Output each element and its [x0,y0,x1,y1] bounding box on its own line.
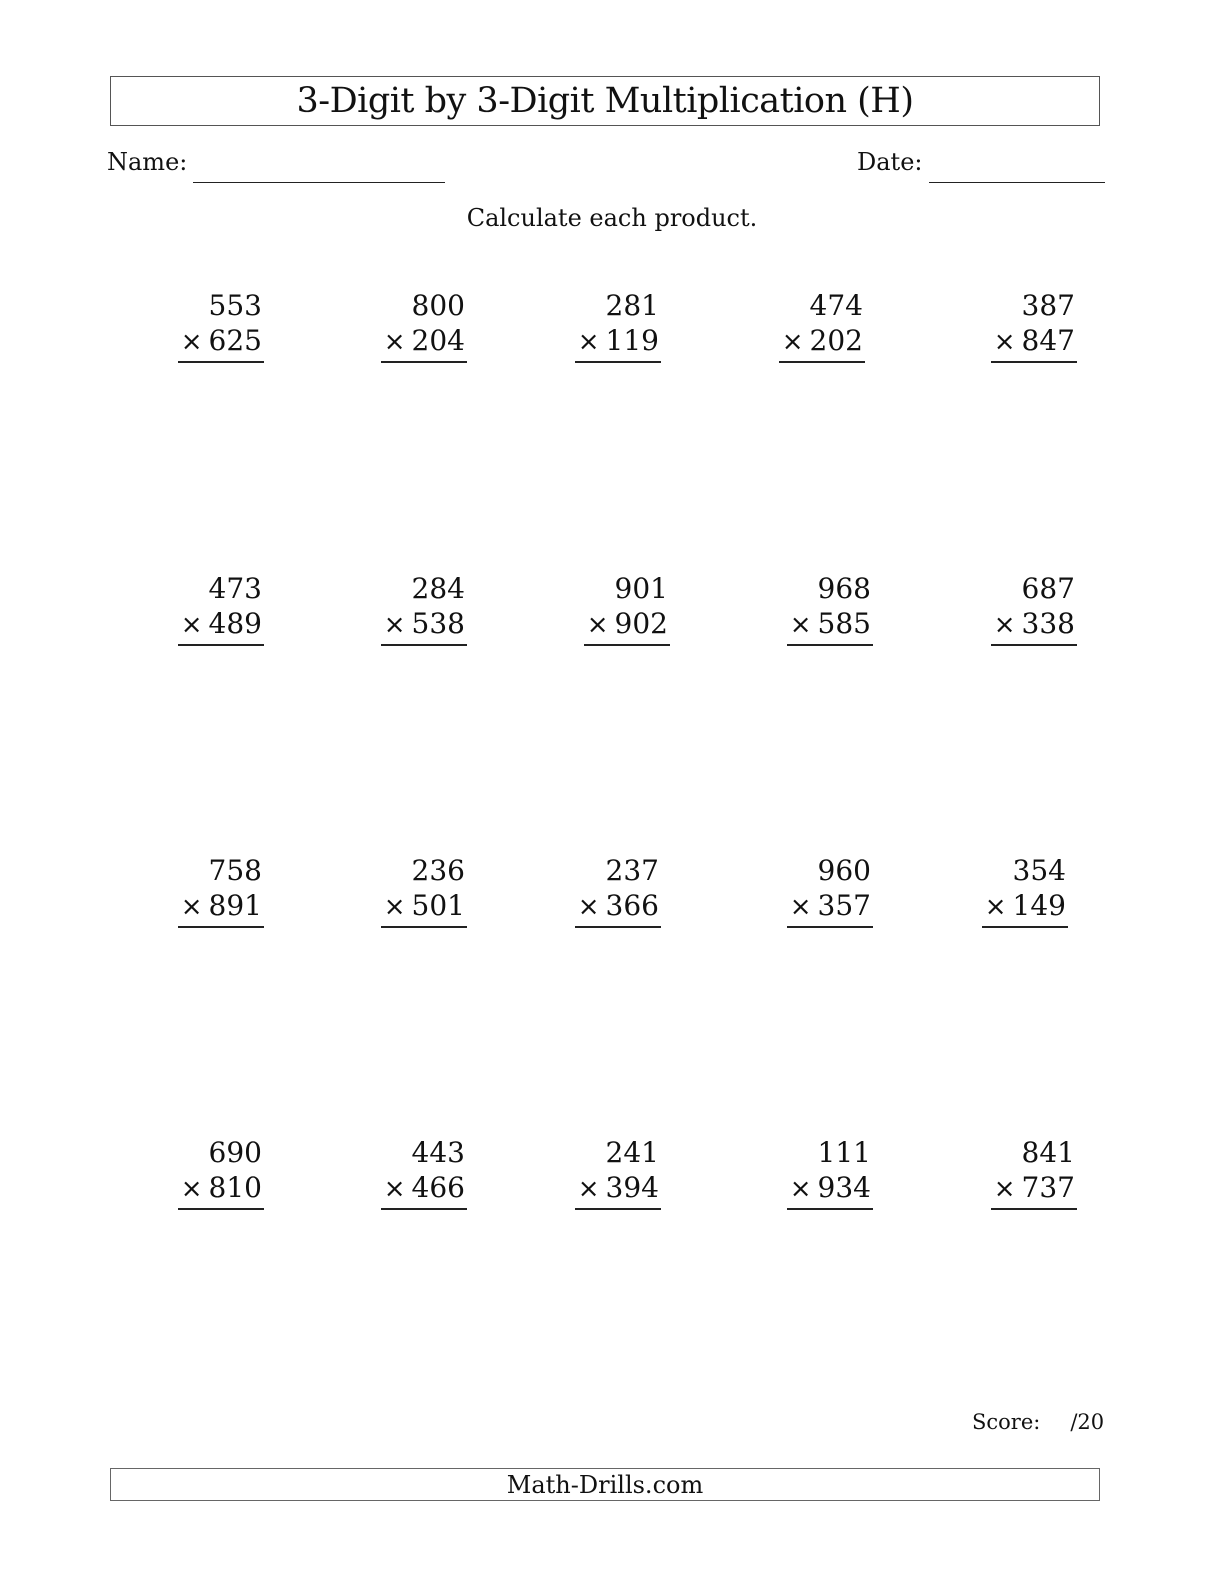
multiplicand: 387 [1021,289,1075,322]
multiplier: 149 [1012,889,1066,922]
multiplicand: 111 [817,1136,871,1169]
multiplicand: 237 [605,854,659,887]
times-icon: × [180,892,203,922]
date-field[interactable] [929,182,1105,183]
problem-7 [381,571,467,646]
multiplicand: 690 [208,1136,262,1169]
multiplier-row [584,606,670,646]
problem-2 [381,288,467,363]
multiplier: 810 [208,1171,262,1204]
times-icon: × [180,1174,203,1204]
multiplicand: 800 [411,289,465,322]
problem-12 [381,853,467,928]
problem-20 [991,1135,1077,1210]
multiplicand: 960 [817,854,871,887]
multiplier-row [991,323,1077,363]
times-icon: × [383,327,406,357]
multiplicand: 553 [208,289,262,322]
problem-19 [787,1135,873,1210]
multiplicand: 473 [208,572,262,605]
multiplicand: 841 [1021,1136,1075,1169]
multiplicand: 284 [411,572,465,605]
problem-8 [584,571,670,646]
problem-18 [575,1135,661,1210]
multiplier-row [779,323,865,363]
multiplier-row [178,606,264,646]
multiplier-row [787,888,873,928]
footer-text: Math-Drills.com [506,1470,704,1499]
times-icon: × [789,892,812,922]
multiplier-row [575,323,661,363]
times-icon: × [586,610,609,640]
instructions: Calculate each product. [466,204,758,232]
date-label: Date: [857,148,923,176]
multiplier-row [381,1170,467,1210]
times-icon: × [781,327,804,357]
multiplier-row [991,1170,1077,1210]
multiplicand: 968 [817,572,871,605]
multiplier: 204 [411,324,465,357]
name-label: Name: [107,148,188,176]
problem-10 [991,571,1077,646]
times-icon: × [577,1174,600,1204]
score-total: /20 [1070,1410,1105,1434]
name-field[interactable] [193,182,445,183]
problem-3 [575,288,661,363]
multiplier-row [178,323,264,363]
problem-4 [779,288,865,363]
times-icon: × [984,892,1007,922]
times-icon: × [577,892,600,922]
problem-5 [991,288,1077,363]
multiplier: 625 [208,324,262,357]
multiplicand: 443 [411,1136,465,1169]
times-icon: × [383,610,406,640]
times-icon: × [993,327,1016,357]
times-icon: × [789,610,812,640]
multiplier-row [575,888,661,928]
problem-6 [178,571,264,646]
score-label: Score: [972,1410,1041,1434]
multiplier: 466 [411,1171,465,1204]
problem-16 [178,1135,264,1210]
multiplier: 538 [411,607,465,640]
multiplier-row [178,888,264,928]
multiplier: 394 [605,1171,659,1204]
multiplier-row [787,1170,873,1210]
multiplicand: 901 [614,572,668,605]
multiplier: 934 [817,1171,871,1204]
problem-11 [178,853,264,928]
multiplicand: 354 [1012,854,1066,887]
problem-17 [381,1135,467,1210]
score [972,1410,1104,1434]
times-icon: × [993,1174,1016,1204]
multiplier: 501 [411,889,465,922]
times-icon: × [577,327,600,357]
multiplier-row [787,606,873,646]
multiplier: 338 [1021,607,1075,640]
multiplier: 489 [208,607,262,640]
multiplier: 737 [1021,1171,1075,1204]
multiplicand: 236 [411,854,465,887]
multiplier-row [991,606,1077,646]
problem-9 [787,571,873,646]
title-text: 3-Digit by 3-Digit Multiplication (H) [296,81,914,121]
times-icon: × [180,327,203,357]
worksheet-title [110,76,1100,126]
multiplier-row [381,606,467,646]
times-icon: × [383,892,406,922]
multiplier: 847 [1021,324,1075,357]
multiplier-row [178,1170,264,1210]
problem-13 [575,853,661,928]
multiplier: 202 [809,324,863,357]
times-icon: × [993,610,1016,640]
multiplier: 119 [605,324,659,357]
times-icon: × [383,1174,406,1204]
multiplier: 357 [817,889,871,922]
problem-15 [982,853,1068,928]
footer [110,1468,1100,1501]
multiplier: 585 [817,607,871,640]
problem-1 [178,288,264,363]
multiplier: 366 [605,889,659,922]
multiplicand: 687 [1021,572,1075,605]
multiplicand: 758 [208,854,262,887]
times-icon: × [180,610,203,640]
multiplier: 902 [614,607,668,640]
multiplicand: 281 [605,289,659,322]
multiplier-row [381,888,467,928]
times-icon: × [789,1174,812,1204]
problem-14 [787,853,873,928]
multiplicand: 474 [809,289,863,322]
multiplicand: 241 [605,1136,659,1169]
multiplier-row [575,1170,661,1210]
multiplier-row [982,888,1068,928]
multiplier-row [381,323,467,363]
multiplier: 891 [208,889,262,922]
